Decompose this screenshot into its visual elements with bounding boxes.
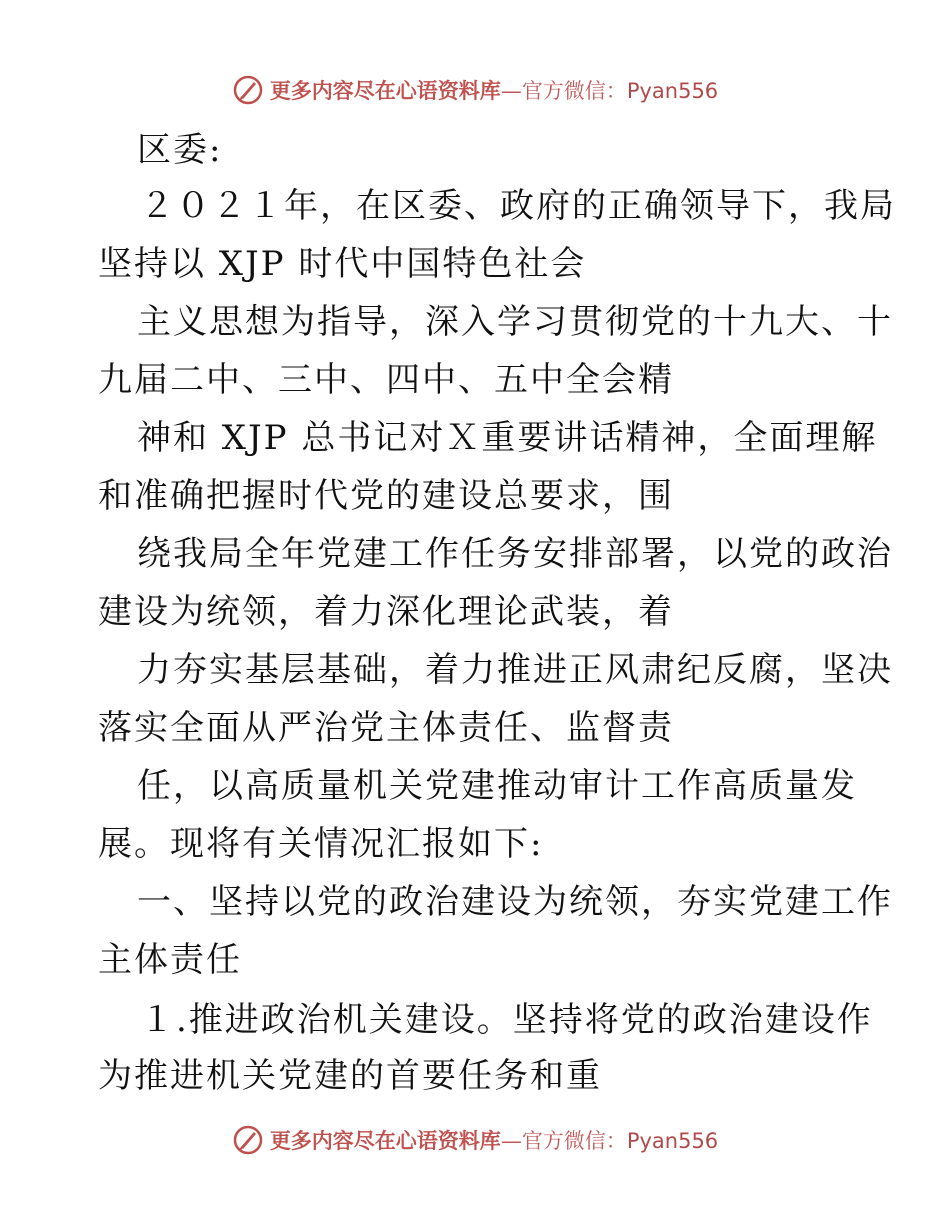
- paragraph-line: 坚持以 XJP 时代中国特色社会: [98, 244, 587, 284]
- watermark-wechat-label: 官方微信：: [521, 79, 627, 103]
- feather-pen-logo-icon: [232, 1124, 264, 1156]
- section-heading-line: 一、坚持以党的政治建设为统领，夯实党建工作: [137, 882, 893, 922]
- paragraph-line: 绕我局全年党建工作任务安排部署，以党的政治: [137, 534, 893, 574]
- paragraph-line: 任，以高质量机关党建推动审计工作高质量发: [137, 766, 857, 806]
- paragraph-line: 落实全面从严治党主体责任、监督责: [98, 708, 674, 748]
- footer-watermark: [0, 1120, 950, 1160]
- watermark-dash: —: [500, 79, 522, 103]
- watermark-dash: —: [500, 1129, 522, 1153]
- watermark-main-text: 更多内容尽在心语资料库: [269, 79, 501, 103]
- paragraph-line: ２０２１年，在区委、政府的正确领导下，我局: [140, 186, 896, 226]
- watermark-text: [270, 1125, 718, 1155]
- watermark-wechat-id: Pyan556: [626, 1129, 719, 1153]
- paragraph-line: 建设为统领，着力深化理论武装，着: [98, 592, 674, 632]
- watermark-main-text: 更多内容尽在心语资料库: [269, 1129, 501, 1153]
- paragraph-line: 和准确把握时代党的建设总要求，围: [98, 476, 674, 516]
- section-heading-line: 主体责任: [98, 940, 242, 980]
- salutation-line: 区委:: [137, 130, 223, 170]
- watermark-wechat-label: 官方微信：: [521, 1129, 627, 1153]
- paragraph-line: 力夯实基层基础，着力推进正风肃纪反腐，坚决: [137, 650, 893, 690]
- paragraph-line: 神和 XJP 总书记对Ｘ重要讲话精神，全面理解: [137, 418, 878, 458]
- watermark-wechat-id: Pyan556: [626, 79, 719, 103]
- paragraph-line: 为推进机关党建的首要任务和重: [98, 1056, 602, 1096]
- paragraph-line: 展。现将有关情况汇报如下:: [98, 824, 544, 864]
- paragraph-line: １.推进政治机关建设。坚持将党的政治建设作: [140, 1000, 873, 1040]
- paragraph-line: 九届二中、三中、四中、五中全会精: [98, 360, 674, 400]
- paragraph-line: 主义思想为指导，深入学习贯彻党的十九大、十: [137, 302, 893, 342]
